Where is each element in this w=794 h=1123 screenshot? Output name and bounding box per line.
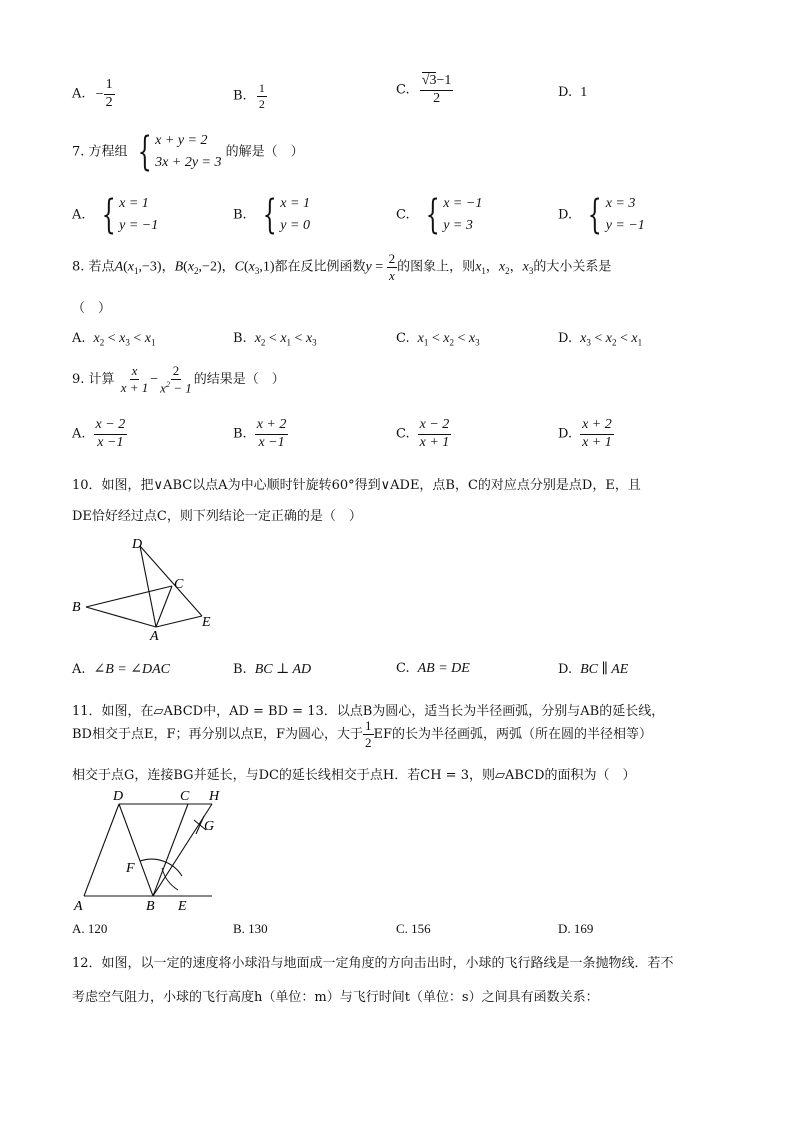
q9-option-d: D. $\frac{x + 2}{x + 1}$ xyxy=(558,417,612,450)
option-label: B. xyxy=(233,207,247,223)
stem-text: EF的长为半径画弧，两弧（所在圆的半径相等） xyxy=(373,727,653,742)
option-label: B. xyxy=(233,662,247,677)
segment-ba xyxy=(86,607,156,627)
option-label: D. xyxy=(558,207,573,223)
option-label: B. xyxy=(233,426,247,442)
q7-option-b: B. { x = 1 y = 0 xyxy=(233,192,310,238)
question-number: 7. xyxy=(72,144,85,160)
question-text: 方程组 xyxy=(88,144,128,160)
q12-stem-line2: 考虑空气阻力，小球的飞行高度h（单位：m）与飞行时间t（单位：s）之间具有函数关系： xyxy=(72,990,599,1005)
q10-stem-line1: 10．如图，把∨ABC以点A为中心顺时针旋转60°得到∨ADE，点B，C的对应点分别是点D，E，且 xyxy=(72,478,641,493)
q11-option-a: A. 120 xyxy=(72,921,108,936)
question-text: 都在反比例函数 xyxy=(274,259,366,275)
point-label-b: B xyxy=(146,899,155,914)
option-label: D. xyxy=(558,331,573,346)
option-label: C. xyxy=(396,426,410,442)
q10-figure xyxy=(66,530,226,645)
q9-option-c: C. $\frac{x - 2}{x + 1}$ xyxy=(396,417,450,450)
question-number: 8. xyxy=(72,259,85,275)
equation-system: { x + y = 2 3x + 2y = 3 xyxy=(137,129,222,175)
point-label-c: C xyxy=(174,577,184,592)
option-label: D. xyxy=(558,662,573,677)
question-text: 的图象上，则 xyxy=(397,259,476,275)
option-text: BC ∥ AE xyxy=(580,662,629,677)
point-label-h: H xyxy=(209,789,220,804)
point-label-c: C xyxy=(180,789,190,804)
arc-g-2 xyxy=(196,816,204,834)
q8-option-c: C. $x_1 < x_2 < x_3$ xyxy=(396,331,480,348)
segment-ca xyxy=(156,586,172,627)
point-label-e: E xyxy=(202,615,211,630)
point-label-a: A xyxy=(150,629,159,644)
q11-stem-line2 xyxy=(72,718,652,752)
q10-option-d xyxy=(558,661,628,678)
question-text: 的结果是（ ） xyxy=(193,371,285,387)
fraction: $\frac{1}{2}$ xyxy=(258,81,265,111)
q10-stem-line2: DE恰好经过点C，则下列结论一定正确的是（ ） xyxy=(72,509,362,524)
q11-option-d: D. 169 xyxy=(558,921,594,936)
q7-option-d: D. { x = 3 y = −1 xyxy=(558,192,645,238)
point-label-a: A xyxy=(74,899,83,914)
question-text: 若点 xyxy=(88,259,115,275)
segment-db xyxy=(119,804,153,896)
point-label-b: B xyxy=(72,600,81,615)
q8-option-d: D. $x_3 < x_2 < x_1$ xyxy=(558,331,643,348)
option-text: AB = DE xyxy=(417,661,470,676)
q11-option-c: C. 156 xyxy=(396,921,431,936)
option-label: D. xyxy=(558,426,573,442)
q10-option-a xyxy=(72,661,170,678)
stem-text: BD相交于点E，F；再分别以点E，F为圆心，大于 xyxy=(72,727,363,742)
option-label: A. xyxy=(72,207,86,223)
option-label: B. xyxy=(233,331,247,346)
q7-option-a: A. { x = 1 y = −1 xyxy=(72,192,159,238)
point-label-e: E xyxy=(178,899,187,914)
fraction-half xyxy=(363,719,374,749)
option-label: D. xyxy=(558,85,573,100)
point-label-f: F xyxy=(126,861,135,876)
q7-stem xyxy=(72,130,304,174)
option-label: B. xyxy=(233,88,247,104)
option-label: A. xyxy=(72,426,86,442)
q12-stem-line1: 12．如图，以一定的速度将小球沿与地面成一定角度的方向击出时，小球的飞行路线是一条抛物线．若不 xyxy=(72,956,674,971)
question-text: 的大小关系是 xyxy=(533,259,612,275)
option-label: A. xyxy=(72,331,86,346)
point-label-d: D xyxy=(132,537,143,552)
point-label-g: G xyxy=(204,819,215,834)
answer-paren: （ ） xyxy=(72,301,112,316)
q11-figure xyxy=(66,786,236,916)
q8-stem: 8. 若点$A(x_1,-3)$，$B(x_2,-2)$，$C(x_3,1)$都在反比例函数y = $\frac{2}{x}$ 的图象上，则$x_1$，$x_2$，$x_3$的大小关系是 xyxy=(72,251,612,283)
fraction: $\frac{1}{2}$ xyxy=(105,77,113,110)
q6-option-a: A. − $\frac{1}{2}$ xyxy=(72,77,113,110)
q6-option-c xyxy=(396,74,453,106)
option-text: BC ⊥ AD xyxy=(254,662,312,677)
point-label-d: D xyxy=(113,789,124,804)
fraction: $\frac{√3-1}{2}$ xyxy=(421,73,452,106)
segment-ae xyxy=(156,616,202,627)
option-value: 1 xyxy=(580,85,588,100)
q9-option-b: B. $\frac{x + 2}{x -1}$ xyxy=(233,417,287,450)
q8-option-a: A. $x_2 < x_3 < x_1$ xyxy=(72,331,156,348)
option-label: C. xyxy=(396,331,410,346)
q11-stem-line3: 相交于点G，连接BG并延长，与DC的延长线相交于点H．若CH = 3，则▱ABCD的面积为（ ） xyxy=(72,768,636,783)
segment-ad xyxy=(84,804,119,896)
q9-stem: 9. 计算 $\frac{x}{x + 1}$ − $\frac{2}{x^2 - 1}$ 的结果是（ ） xyxy=(72,363,285,395)
option-label: C. xyxy=(396,82,410,98)
segment-bc xyxy=(86,586,172,607)
q10-option-b xyxy=(233,661,311,678)
fraction-numerator: 1 xyxy=(365,718,372,734)
option-label: A. xyxy=(72,86,86,102)
q10-option-c xyxy=(396,661,470,677)
q11-option-b: B. 130 xyxy=(233,921,268,936)
segment-de xyxy=(140,546,202,616)
q9-option-a: A. $\frac{x - 2}{x -1}$ xyxy=(72,417,126,450)
fraction-denominator: 2 xyxy=(365,735,372,750)
option-label: A. xyxy=(72,662,86,677)
question-text: 计算 xyxy=(88,371,115,387)
question-text: 的解是（ ） xyxy=(225,144,304,160)
q11-stem-line1: 11．如图，在▱ABCD中，AD = BD = 13．以点B为圆心，适当长为半径画弧，分别与AB的延长线， xyxy=(72,704,665,719)
segment-da xyxy=(140,546,156,627)
option-label: C. xyxy=(396,661,410,676)
q7-option-c: C. { x = −1 y = 3 xyxy=(396,192,483,238)
q8-option-b: B. $x_2 < x_1 < x_3$ xyxy=(233,331,317,348)
q6-option-d xyxy=(558,85,587,101)
question-number: 9. xyxy=(72,371,85,387)
q6-option-b xyxy=(233,82,267,110)
option-label: C. xyxy=(396,207,410,223)
option-text: ∠B = ∠DAC xyxy=(93,662,170,677)
